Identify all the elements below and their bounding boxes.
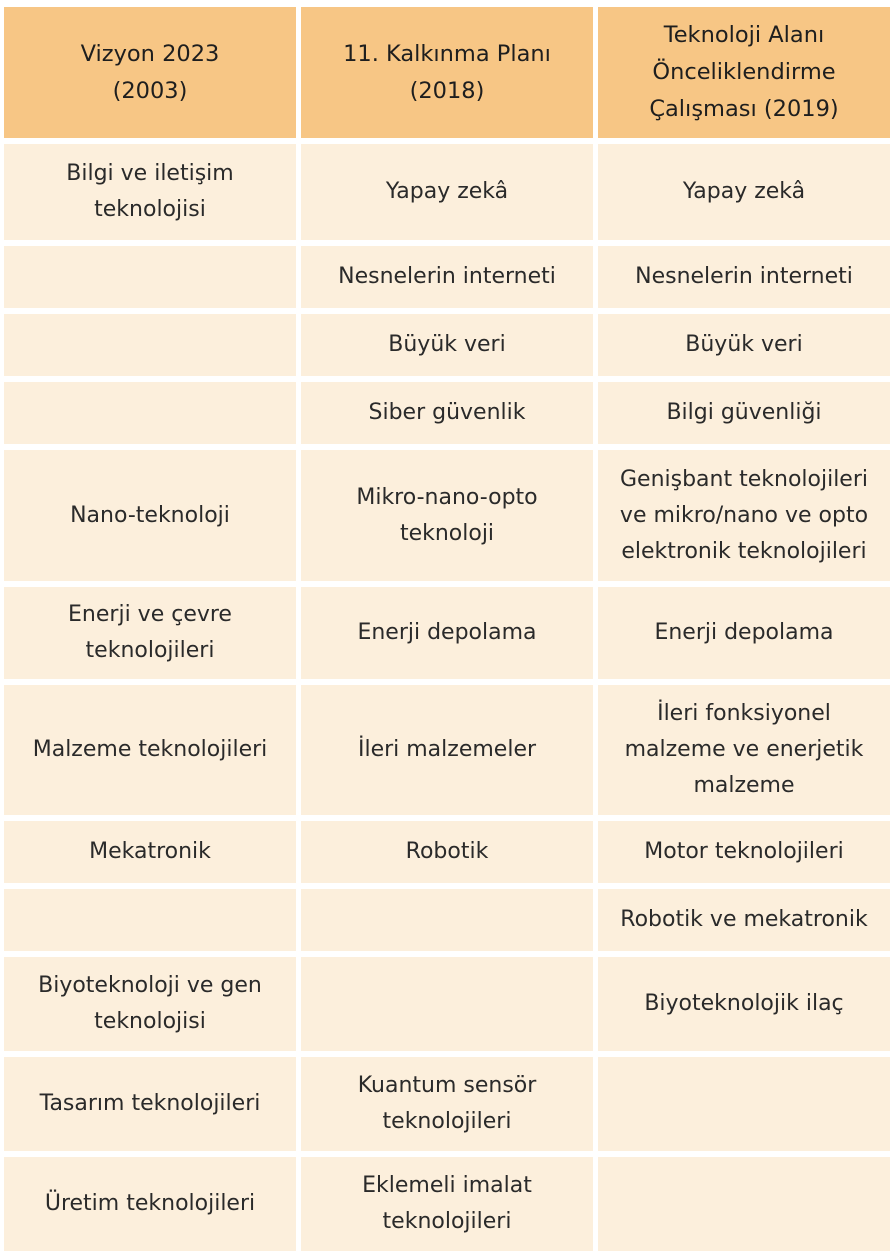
table-cell [4,1057,296,1151]
table-cell [598,144,890,240]
header-label: Vizyon 2023 (2003) [80,40,220,104]
table-cell [301,685,593,815]
table-cell [301,1057,593,1151]
table-cell [598,821,890,883]
cell-text: Kuantum sensör teknolojileri [357,1073,537,1134]
cell-text: İleri malzemeler [357,737,537,762]
table-cell [598,1157,890,1251]
table-cell [598,889,890,951]
cell-text: Mikro-nano-opto teknoloji [356,484,538,546]
cell-text: Robotik [405,839,489,864]
cell-text: Nesnelerin interneti [635,264,853,289]
table-cell [301,382,593,444]
table-cell [301,587,593,679]
cell-text: Enerji ve çevre teknolojileri [68,602,232,663]
cell-text: Yapay zekâ [385,179,509,204]
cell-text: Büyük veri [685,332,803,357]
cell-text: Robotik ve mekatronik [620,907,868,932]
cell-text: Bilgi güvenliği [666,400,822,425]
cell-text: Enerji depolama [357,620,537,645]
table-cell [4,957,296,1051]
table-cell [301,314,593,376]
cell-text: Nesnelerin interneti [338,264,556,289]
cell-text: Siber güvenlik [368,400,526,425]
header-vizyon-2023 [4,7,296,138]
table-cell [301,246,593,308]
table-cell [4,821,296,883]
table-cell [598,685,890,815]
cell-text: Bilgi ve iletişim teknolojisi [66,161,234,222]
table-cell [598,957,890,1051]
header-kalkinma-plani [301,7,593,138]
table-cell [4,889,296,951]
table-cell [301,957,593,1051]
cell-text: Enerji depolama [654,620,834,645]
cell-text: Büyük veri [388,332,506,357]
cell-text: Biyoteknolojik ilaç [644,991,844,1016]
cell-text: Malzeme teknolojileri [32,737,268,762]
table-cell [4,144,296,240]
table-cell [598,587,890,679]
table-cell [4,587,296,679]
cell-text: Yapay zekâ [682,179,806,204]
header-label: Teknoloji Alanı Önceliklendirme Çalışması (2019) [649,22,839,122]
table-cell [301,889,593,951]
cell-text: Tasarım teknolojileri [39,1091,261,1116]
cell-text: Üretim teknolojileri [44,1191,256,1216]
header-label: 11. Kalkınma Planı (2018) [343,40,551,104]
table-cell [301,144,593,240]
cell-text: Mekatronik [89,839,211,864]
cell-text: İleri fonksiyonel malzeme ve enerjetik malzeme [624,701,864,798]
table-cell [4,450,296,581]
table-cell [301,450,593,581]
cell-text: Eklemeli imalat teknolojileri [362,1173,532,1234]
header-teknoloji-alani [598,7,890,138]
table-cell [4,1157,296,1251]
cell-text: Motor teknolojileri [644,839,844,864]
table-cell [301,821,593,883]
table-cell [598,1057,890,1151]
table-cell [598,314,890,376]
table-cell [4,314,296,376]
table-cell [4,382,296,444]
cell-text: Genişbant teknolojileri ve mikro/nano ve opto elektronik teknolojileri [619,466,869,564]
cell-text: Biyoteknoloji ve gen teknolojisi [38,973,262,1034]
table-cell [4,685,296,815]
table-cell [598,382,890,444]
table-cell [598,450,890,581]
table-cell [301,1157,593,1251]
table-cell [598,246,890,308]
table-cell [4,246,296,308]
cell-text: Nano-teknoloji [70,502,230,528]
